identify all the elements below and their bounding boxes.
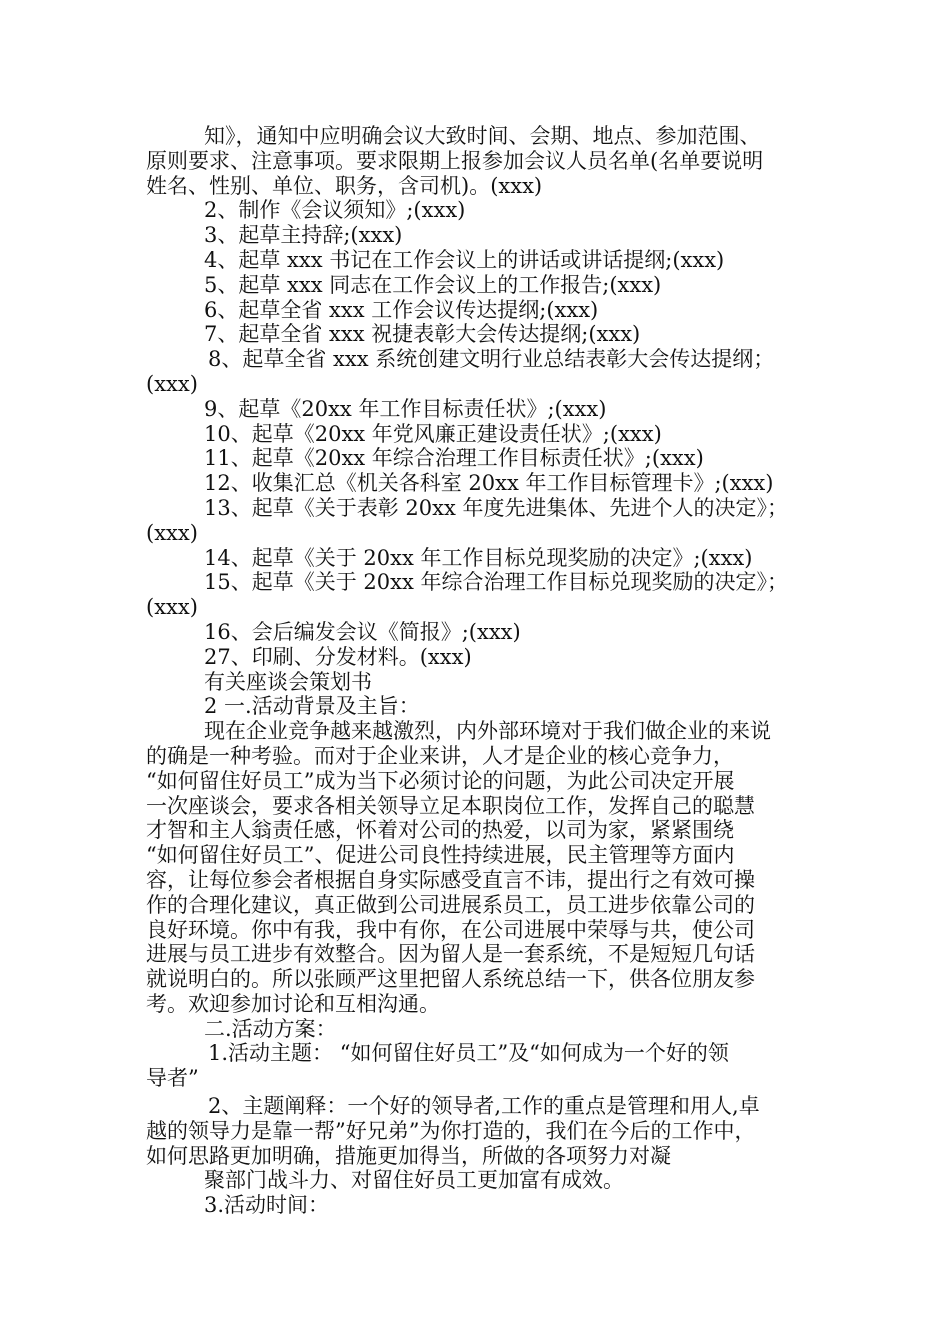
list-item: 9、起草《20xx 年工作目标责任状》;(xxx) [204, 396, 607, 421]
paragraph-line: 越的领导力是靠一帮”好兄弟”为你打造的，我们在今后的工作中， [146, 1118, 756, 1143]
list-item: 5、起草 xxx 同志在工作会议上的工作报告;(xxx) [204, 272, 662, 297]
list-item: 3、起草主持辞;(xxx) [204, 223, 403, 248]
paragraph-line: “如何留住好员工”、促进公司良性持续进展，民主管理等方面内 [146, 843, 735, 868]
text-line: 知》，通知中应明确会议大致时间、会期、地点、参加范围、 [204, 124, 761, 148]
text-line: 原则要求、注意事项。要求限期上报参加会议人员名单(名单要说明 [146, 148, 764, 173]
list-item: 7、起草全省 xxx 祝捷表彰大会传达提纲;(xxx) [204, 322, 641, 347]
list-item: 16、会后编发会议《简报》;(xxx) [204, 619, 521, 644]
list-item: 27、印刷、分发材料。(xxx) [204, 644, 472, 669]
list-item: 2、制作《会议须知》;(xxx) [204, 198, 466, 223]
paragraph-line: 良好环境。你中有我，我中有你，在公司进展中荣辱与共，使公司 [146, 917, 755, 942]
paragraph-line: 作的合理化建议，真正做到公司进展系员工，员工进步依靠公司的 [146, 892, 755, 917]
list-item: 14、起草《关于 20xx 年工作目标兑现奖励的决定》;(xxx) [204, 545, 753, 570]
list-item: 8、起草全省 xxx 系统创建文明行业总结表彰大会传达提纲； [208, 347, 775, 372]
list-item: 15、起草《关于 20xx 年综合治理工作目标兑现奖励的决定》； [204, 570, 788, 595]
section-title: 有关座谈会策划书 [204, 669, 372, 694]
paragraph-line: 才智和主人翁责任感，怀着对公司的热爱，以司为家，紧紧围绕 [146, 818, 734, 843]
paragraph-line: 现在企业竞争越来越激烈，内外部环境对于我们做企业的来说 [204, 719, 771, 744]
paragraph-line: 1.活动主题： “如何留住好员工”及“如何成为一个好的领 [208, 1041, 729, 1066]
list-item-continuation: (xxx) [146, 520, 198, 545]
list-item: 12、收集汇总《机关各科室 20xx 年工作目标管理卡》;(xxx) [204, 471, 774, 496]
paragraph-line: 一次座谈会，要求各相关领导立足本职岗位工作，发挥自己的聪慧 [146, 793, 755, 818]
list-item-continuation: (xxx) [146, 595, 198, 620]
paragraph-line: 的确是一种考验。而对于企业来讲，人才是企业的核心竞争力， [146, 743, 734, 768]
text-line: 姓名、性别、单位、职务，含司机)。(xxx) [146, 173, 543, 198]
paragraph-line: 考。欢迎参加讨论和互相沟通。 [146, 991, 440, 1016]
list-item: 11、起草《20xx 年综合治理工作目标责任状》;(xxx) [204, 446, 704, 471]
section-heading: 3.活动时间： [204, 1193, 330, 1218]
paragraph-line: 进展与员工进步有效整合。因为留人是一套系统，不是短短几句话 [146, 942, 755, 967]
list-item-continuation: (xxx) [146, 371, 198, 396]
paragraph-line: 聚部门战斗力、对留住好员工更加富有成效。 [204, 1168, 624, 1193]
paragraph-line: 2、主题阐释：一个好的领导者,工作的重点是管理和用人,卓 [208, 1094, 760, 1119]
list-item: 10、起草《20xx 年党风廉正建设责任状》;(xxx) [204, 421, 662, 446]
paragraph-line: 就说明白的。所以张顾严这里把留人系统总结一下，供各位朋友参 [146, 967, 755, 992]
section-heading: 二.活动方案： [204, 1016, 337, 1041]
paragraph-line: 导者” [146, 1066, 199, 1091]
paragraph-line: 如何思路更加明确，措施更加得当，所做的各项努力对凝 [146, 1143, 671, 1168]
section-heading: 2 一.活动背景及主旨： [204, 694, 420, 719]
list-item: 13、起草《关于表彰 20xx 年度先进集体、先进个人的决定》； [204, 495, 788, 520]
paragraph-line: “如何留住好员工”成为当下必须讨论的问题，为此公司决定开展 [146, 768, 735, 793]
list-item: 6、起草全省 xxx 工作会议传达提纲;(xxx) [204, 297, 599, 322]
document-body [146, 124, 816, 1218]
list-item: 4、起草 xxx 书记在工作会议上的讲话或讲话提纲;(xxx) [204, 247, 725, 272]
paragraph-line: 容，让每位参会者根据自身实际感受直言不讳，提出行之有效可操 [146, 867, 755, 892]
